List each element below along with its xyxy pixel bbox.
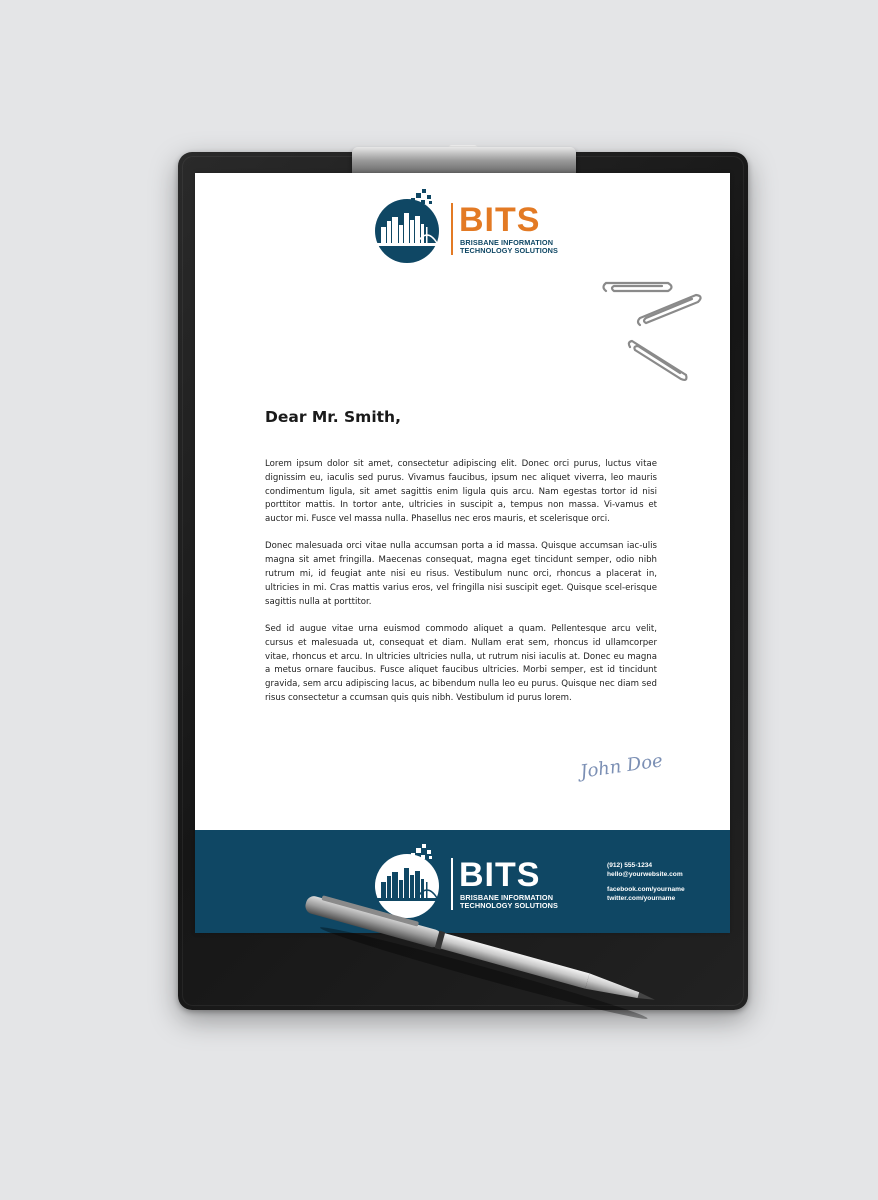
city-skyline-logo-icon [371, 842, 451, 922]
letter-paragraph: Donec malesuada orci vitae nulla accumsan porta a id massa. Quisque accumsan iac-ulis magna sit amet fringilla. Maecenas consequat, magna eget tincidunt semper, odio nibh rutrum mi, id feugiat ante nisi eu risus. Vestibulum nunc orci, rhoncus a placerat in, ultricies in mi. Cras mattis varius eros, vel fringilla nisi suscipit eget. Quisque scel-erisque sagittis nulla at porttitor. [265, 541, 657, 607]
footer-logo [371, 842, 556, 922]
contact-twitter: twitter.com/yourname [607, 895, 676, 902]
letter-paragraph: Lorem ipsum dolor sit amet, consectetur adipiscing elit. Donec orci purus, luctus vitae dignissim eu, iaculis sed purus. Vivamus faucibus, ipsum nec aliquet viverra, leo mauris condimentum ligula, sit amet sagittis enim ligula quis arcu. Nam egestas tortor id nisi porttitor mattis. In tortor ante, ultricies in suscipit a, tempus non massa. Vi-vamus et auctor mi. Fusce vel massa nulla. Phasellus nec eros mauris, et scelerisque orci. [265, 459, 657, 525]
contact-facebook: facebook.com/yourname [607, 886, 685, 893]
letter-paragraph: Sed id augue vitae urna euismod commodo aliquet a quam. Pellentesque arcu velit, cursus et malesuada ut, consequat et diam. Nullam erat sem, rhoncus id ullamcorper vitae, rhoncus et arcu. In ultricies ultricies nulla, ut rutrum nisi iaculis at. Donec eu magna a metus ornare faucibus. Fusce aliquet faucibus ultricies. Morbi semper, est id tincidunt gravida, sem arcu adipiscing lacus, ac bibendum nulla leo eu purus. Quisque nec diam sed risus consectetur a ccumsan quis quis nibh. Vestibulum id purus lorem. [265, 623, 657, 703]
contact-email: hello@yourwebsite.com [607, 871, 683, 878]
logo-divider [451, 203, 453, 255]
brand-subtitle-line2: TECHNOLOGY SOLUTIONS [460, 901, 558, 910]
city-skyline-logo-icon [371, 187, 451, 267]
contact-phone: (912) 555-1234 [607, 862, 653, 869]
brand-subtitle-line1: BRISBANE INFORMATION [460, 893, 554, 902]
brand-name: BITS [459, 856, 541, 894]
letterhead-paper [195, 173, 730, 933]
letterhead-footer [195, 830, 730, 933]
paper-clip-icon [600, 275, 720, 395]
letter-body [265, 458, 657, 719]
brand-name: BITS [459, 201, 541, 239]
brand-subtitle-line1: BRISBANE INFORMATION [460, 238, 554, 247]
signature: John Doe [578, 750, 664, 783]
header-logo [371, 187, 556, 267]
brand-subtitle-line2: TECHNOLOGY SOLUTIONS [460, 246, 558, 255]
logo-divider [451, 858, 453, 910]
brand-subtitle [460, 239, 580, 255]
brand-subtitle [460, 894, 580, 910]
contact-info [607, 861, 685, 903]
letter-greeting: Dear Mr. Smith, [265, 408, 401, 426]
